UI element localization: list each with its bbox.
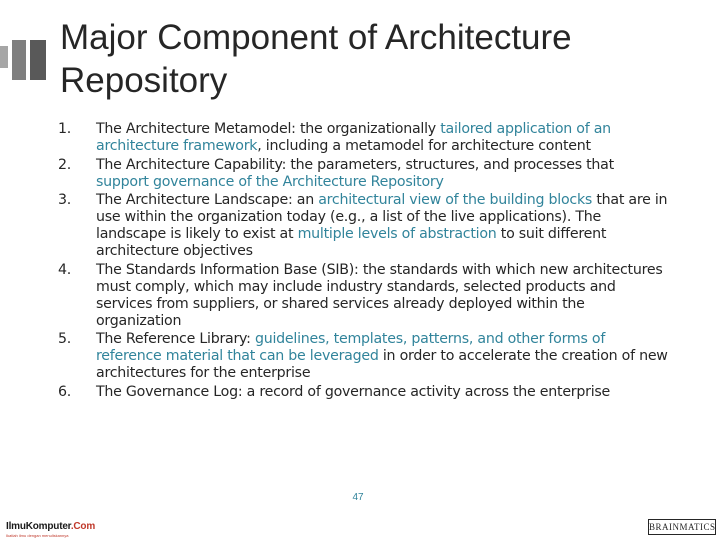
list-item-text: The Architecture Capability: the parameters, structures, and processes that [96, 156, 614, 173]
list-item-text: that are in use within the organization today (e.g., a list of the live applications). The landscape is likely to exist at [96, 192, 668, 242]
list-item [58, 157, 668, 191]
list-item-text: to suit different architecture objectives [96, 226, 607, 259]
list-item-number: 3. [58, 192, 72, 208]
list-item-text: in order to accelerate the creation of new architectures for the enterprise [96, 348, 668, 381]
list-item-text: , including a metamodel for architecture content [257, 138, 591, 154]
list-item [58, 331, 668, 382]
highlighted-text: architectural view of the building blocks [318, 192, 593, 208]
highlighted-text: support governance of the Architecture Repository [96, 173, 444, 190]
list-item [58, 384, 668, 401]
page-number: 47 [352, 492, 364, 503]
decor-bar [30, 40, 46, 80]
list-item-number: 2. [58, 156, 72, 173]
highlighted-text: guidelines, templates, patterns, and other forms of reference material that can be leveraged [96, 331, 606, 364]
highlighted-text: multiple levels of abstraction [297, 226, 497, 242]
logo-text: IlmuKomputer [6, 521, 71, 532]
slide-title: Major Component of Architecture Repository [60, 18, 572, 100]
logo-tagline: Ikatlah ilmu dengan menuliskannya [6, 533, 69, 538]
list-item-text: The Architecture Landscape: an [96, 192, 319, 208]
component-list [58, 121, 668, 402]
list-item-number: 5. [58, 331, 72, 347]
list-item-text: The Governance Log: a record of governance activity across the enterprise [96, 383, 611, 400]
decor-bar [0, 46, 8, 68]
list-item-text: The Reference Library: [96, 331, 255, 347]
ilmukomputer-logo [6, 516, 96, 538]
list-item-text: The Architecture Metamodel: the organizationally [96, 121, 441, 137]
list-item-number: 4. [58, 261, 72, 278]
title-decoration [0, 36, 50, 86]
highlighted-text: tailored application of an architecture framework [96, 121, 611, 154]
list-item-text: The Standards Information Base (SIB): the standards with which new architectures must comply, which may include industry standards, selected products and services from suppliers, or shared services already deployed within the organization [96, 261, 663, 329]
brainmatics-logo: BRAINMATICS [648, 519, 716, 535]
list-item [58, 262, 668, 330]
list-item-number: 6. [58, 383, 72, 400]
logo-text-accent: .Com [70, 521, 96, 532]
decor-bar [12, 40, 26, 80]
list-item [58, 121, 668, 155]
list-item-number: 1. [58, 121, 72, 137]
list-item [58, 192, 668, 260]
